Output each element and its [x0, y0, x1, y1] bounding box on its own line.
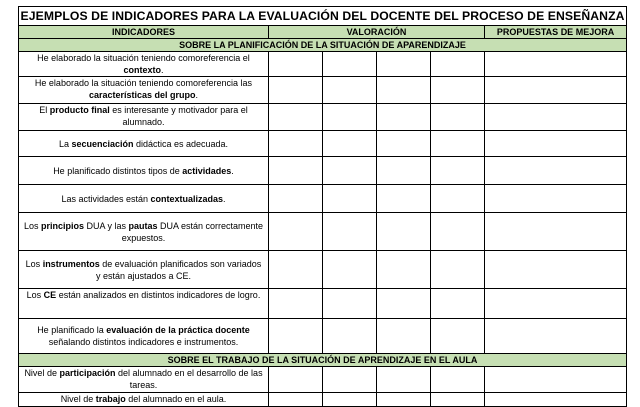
- proposal-cell[interactable]: [485, 52, 627, 77]
- indicator-text: de evaluación planificados son variados y están ajustados a CE.: [95, 258, 262, 281]
- rating-cell[interactable]: [431, 104, 485, 131]
- indicator-text: Los: [25, 258, 43, 269]
- indicator-text: He elaborado la situación teniendo comoreferencia las: [34, 78, 253, 88]
- rating-cell[interactable]: [323, 131, 377, 157]
- rating-cell[interactable]: [377, 213, 431, 251]
- proposal-cell[interactable]: [485, 213, 627, 251]
- rating-cell[interactable]: [431, 319, 485, 354]
- indicator-text: Los: [26, 290, 44, 300]
- table-row: [19, 319, 627, 354]
- proposal-cell[interactable]: [485, 104, 627, 131]
- indicator-cell: [19, 319, 269, 354]
- indicator-cell: [19, 213, 269, 251]
- rating-cell[interactable]: [269, 77, 323, 104]
- rating-cell[interactable]: [377, 52, 431, 77]
- indicator-text: Nivel de: [24, 368, 60, 378]
- table-row: [19, 52, 627, 77]
- indicator-keyword: trabajo: [95, 394, 126, 404]
- rating-cell[interactable]: [323, 367, 377, 393]
- indicator-keyword: instrumentos: [42, 258, 100, 269]
- rating-cell[interactable]: [323, 289, 377, 319]
- header-indicadores: INDICADORES: [19, 26, 269, 39]
- indicator-text: Las actividades están: [61, 193, 151, 204]
- indicator-text: .: [231, 165, 234, 176]
- table-row: [19, 77, 627, 104]
- header-valoracion: VALORACIÓN: [269, 26, 485, 39]
- header-propuestas: PROPUESTAS DE MEJORA: [485, 26, 627, 39]
- table-row: [19, 131, 627, 157]
- indicator-keyword: CE: [43, 290, 57, 300]
- indicator-text: .: [161, 65, 164, 75]
- proposal-cell[interactable]: [485, 289, 627, 319]
- rating-cell[interactable]: [323, 319, 377, 354]
- indicator-keyword: contexto: [123, 65, 161, 75]
- rating-cell[interactable]: [431, 77, 485, 104]
- indicator-cell: [19, 52, 269, 77]
- rating-cell[interactable]: [269, 367, 323, 393]
- rating-cell[interactable]: [431, 289, 485, 319]
- rating-cell[interactable]: [431, 367, 485, 393]
- rating-cell[interactable]: [323, 52, 377, 77]
- rating-cell[interactable]: [377, 251, 431, 289]
- indicator-text: Los: [23, 220, 41, 231]
- rating-cell[interactable]: [377, 289, 431, 319]
- indicator-text: didáctica es adecuada.: [133, 138, 229, 149]
- table-row: [19, 289, 627, 319]
- rating-cell[interactable]: [431, 52, 485, 77]
- indicator-keyword: contextualizadas: [150, 193, 224, 204]
- rating-cell[interactable]: [323, 104, 377, 131]
- indicator-text: He elaborado la situación teniendo comoreferencia el: [37, 53, 250, 63]
- section-title: SOBRE LA PLANIFICACIÓN DE LA SITUACIÓN DE APARENDIZAJE: [19, 39, 627, 52]
- rating-cell[interactable]: [431, 251, 485, 289]
- rating-cell[interactable]: [377, 319, 431, 354]
- rating-cell[interactable]: [431, 185, 485, 213]
- rating-cell[interactable]: [431, 393, 485, 407]
- table-title: EJEMPLOS DE INDICADORES PARA LA EVALUACIÓN DEL DOCENTE DEL PROCESO DE ENSEÑANZA: [19, 7, 627, 26]
- indicator-keyword: evaluación de la práctica docente: [106, 325, 250, 335]
- rating-cell[interactable]: [269, 104, 323, 131]
- rating-cell[interactable]: [377, 393, 431, 407]
- indicator-keyword: características del grupo: [88, 90, 196, 100]
- rating-cell[interactable]: [269, 319, 323, 354]
- indicator-cell: [19, 131, 269, 157]
- rating-cell[interactable]: [323, 213, 377, 251]
- indicator-cell: [19, 367, 269, 393]
- indicator-text: del alumnado en el aula.: [125, 394, 227, 404]
- proposal-cell[interactable]: [485, 131, 627, 157]
- indicator-text: del alumnado en el desarrollo de las tareas.: [115, 368, 263, 390]
- rating-cell[interactable]: [269, 157, 323, 185]
- table-row: [19, 104, 627, 131]
- indicator-cell: [19, 251, 269, 289]
- rating-cell[interactable]: [269, 185, 323, 213]
- indicator-text: .: [223, 193, 226, 204]
- table-row: [19, 393, 627, 407]
- indicator-text: señalando distintos indicadores e instrumentos.: [48, 337, 239, 347]
- table-row: [19, 185, 627, 213]
- section-title: SOBRE EL TRABAJO DE LA SITUACIÓN DE APRENDIZAJE EN EL AULA: [19, 354, 627, 367]
- indicator-text: DUA están correctamente expuestos.: [121, 220, 264, 243]
- section-row: [19, 39, 627, 52]
- table-row: [19, 251, 627, 289]
- indicator-cell: [19, 104, 269, 131]
- rating-cell[interactable]: [323, 251, 377, 289]
- indicator-text: He planificado distintos tipos de: [53, 165, 183, 176]
- rating-cell[interactable]: [377, 77, 431, 104]
- proposal-cell[interactable]: [485, 185, 627, 213]
- section-row: [19, 354, 627, 367]
- indicator-text: El: [39, 105, 50, 115]
- rating-cell[interactable]: [377, 185, 431, 213]
- indicator-cell: [19, 393, 269, 407]
- evaluation-table: [18, 6, 627, 407]
- indicator-keyword: pautas: [128, 220, 158, 231]
- indicator-keyword: actividades: [182, 165, 232, 176]
- proposal-cell[interactable]: [485, 319, 627, 354]
- indicator-keyword: participación: [59, 368, 116, 378]
- rating-cell[interactable]: [377, 367, 431, 393]
- rating-cell[interactable]: [269, 52, 323, 77]
- indicator-cell: [19, 77, 269, 104]
- indicator-text: La: [58, 138, 72, 149]
- rating-cell[interactable]: [269, 289, 323, 319]
- rating-cell[interactable]: [269, 131, 323, 157]
- indicator-text: He planificado la: [37, 325, 107, 335]
- rating-cell[interactable]: [431, 131, 485, 157]
- indicator-text: Nivel de: [60, 394, 96, 404]
- title-row: [19, 7, 627, 26]
- header-row: [19, 26, 627, 39]
- rating-cell[interactable]: [269, 213, 323, 251]
- rating-cell[interactable]: [323, 185, 377, 213]
- indicator-cell: [19, 157, 269, 185]
- rating-cell[interactable]: [323, 393, 377, 407]
- indicator-text: DUA y las: [83, 220, 129, 231]
- rating-cell[interactable]: [323, 77, 377, 104]
- rating-cell[interactable]: [377, 131, 431, 157]
- indicator-cell: [19, 185, 269, 213]
- indicator-keyword: secuenciación: [71, 138, 134, 149]
- table-row: [19, 157, 627, 185]
- rating-cell[interactable]: [269, 393, 323, 407]
- proposal-cell[interactable]: [485, 393, 627, 407]
- proposal-cell[interactable]: [485, 157, 627, 185]
- table-row: [19, 213, 627, 251]
- proposal-cell[interactable]: [485, 251, 627, 289]
- indicator-text: están analizados en distintos indicadores de logro.: [56, 290, 261, 300]
- proposal-cell[interactable]: [485, 367, 627, 393]
- rating-cell[interactable]: [431, 157, 485, 185]
- rating-cell[interactable]: [431, 213, 485, 251]
- rating-cell[interactable]: [377, 157, 431, 185]
- table-row: [19, 367, 627, 393]
- proposal-cell[interactable]: [485, 77, 627, 104]
- indicator-keyword: producto final: [49, 105, 110, 115]
- rating-cell[interactable]: [377, 104, 431, 131]
- indicator-text: es interesante y motivador para el alumnado.: [109, 105, 248, 127]
- indicator-keyword: principios: [40, 220, 84, 231]
- rating-cell[interactable]: [269, 251, 323, 289]
- indicator-text: .: [195, 90, 199, 100]
- rating-cell[interactable]: [323, 157, 377, 185]
- indicator-cell: [19, 289, 269, 319]
